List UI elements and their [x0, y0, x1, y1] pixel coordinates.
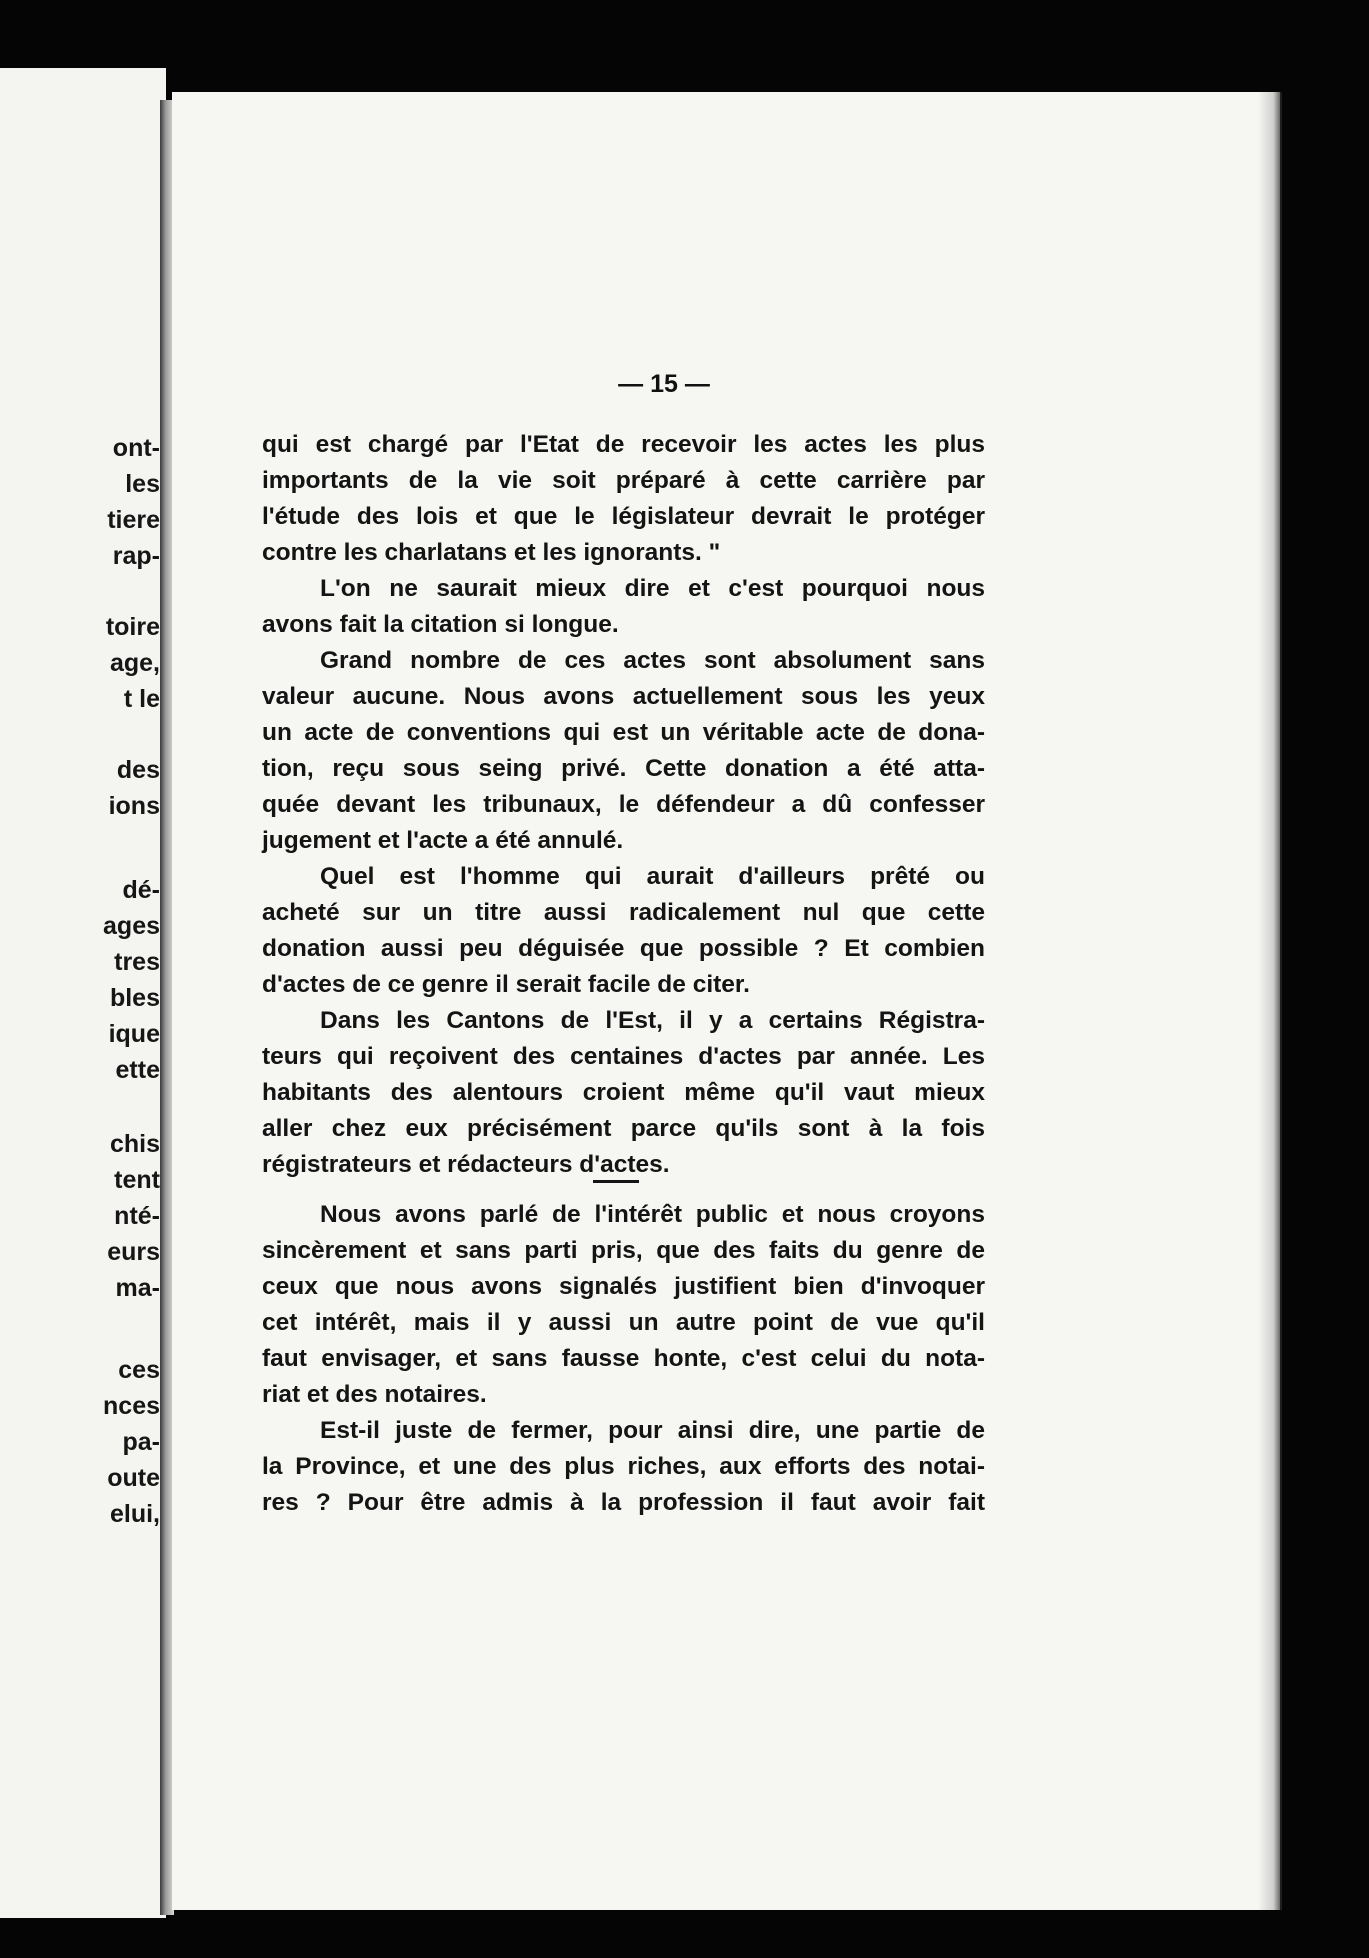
text-line: teurs qui reçoivent des centaines d'actes par année. Les — [262, 1043, 985, 1070]
left-text-fragment: pa- — [122, 1428, 160, 1456]
text-line: d'actes de ce genre il serait facile de citer. — [262, 971, 750, 998]
left-text-fragment: oute — [107, 1464, 160, 1492]
left-text-fragment: ique — [108, 1020, 160, 1048]
text-line: cet intérêt, mais il y aussi un autre point de vue qu'il — [262, 1309, 985, 1336]
text-line: ceux que nous avons signalés justifient bien d'invoquer — [262, 1273, 985, 1300]
left-text-fragment: chis — [109, 1130, 160, 1158]
text-line: faut envisager, et sans fausse honte, c'est celui du nota- — [262, 1345, 985, 1372]
text-line: aller chez eux précisément parce qu'ils sont à la fois — [262, 1115, 985, 1142]
left-text-fragment: tent — [114, 1166, 160, 1194]
left-text-fragment: t le — [123, 685, 160, 713]
paragraph-first-line: Nous avons parlé de l'intérêt public et nous croyons — [320, 1201, 985, 1228]
page-number: — 15 — — [618, 370, 710, 398]
paragraph-first-line: Est-il juste de fermer, pour ainsi dire, une partie de — [320, 1417, 985, 1444]
text-line: la Province, et une des plus riches, aux efforts des notai- — [262, 1453, 985, 1480]
left-text-fragment: elui, — [109, 1500, 160, 1528]
left-text-fragment: ont- — [112, 434, 160, 462]
paragraph-first-line: Dans les Cantons de l'Est, il y a certains Régistra- — [320, 1007, 985, 1034]
paragraph-first-line: Quel est l'homme qui aurait d'ailleurs prêté ou — [320, 863, 985, 890]
section-divider — [593, 1180, 639, 1183]
paragraph-first-line: L'on ne saurait mieux dire et c'est pourquoi nous — [320, 575, 985, 602]
page-body — [262, 427, 985, 1521]
left-text-fragment: ces — [118, 1356, 160, 1384]
document-page — [172, 92, 1282, 1910]
left-page-fragment — [0, 68, 166, 1918]
left-text-fragment: toire — [105, 613, 160, 641]
left-text-fragment: rap- — [112, 542, 160, 570]
left-text-fragment: ions — [108, 792, 160, 820]
text-line: riat et des notaires. — [262, 1381, 487, 1408]
left-text-fragment: tres — [114, 948, 160, 976]
paragraph-first-line: Grand nombre de ces actes sont absolument sans — [320, 647, 985, 674]
left-text-fragment: des — [116, 756, 160, 784]
text-line: acheté sur un titre aussi radicalement nul que cette — [262, 899, 985, 926]
left-text-fragment: bles — [109, 984, 160, 1012]
text-line: contre les charlatans et les ignorants. " — [262, 539, 721, 566]
left-text-fragment: nté- — [114, 1202, 160, 1230]
left-text-fragment: dé- — [122, 876, 160, 904]
text-line: un acte de conventions qui est un véritable acte de dona- — [262, 719, 985, 746]
text-line: habitants des alentours croient même qu'il vaut mieux — [262, 1079, 985, 1106]
left-text-fragment: age, — [109, 649, 160, 677]
left-text-fragment: ma- — [115, 1274, 160, 1302]
text-line: donation aussi peu déguisée que possible ? Et combien — [262, 935, 985, 962]
text-line: régistrateurs et rédacteurs d'actes. — [262, 1151, 670, 1178]
text-line: quée devant les tribunaux, le défendeur a dû confesser — [262, 791, 985, 818]
text-line: qui est chargé par l'Etat de recevoir les actes les plus — [262, 431, 985, 458]
text-line: tion, reçu sous seing privé. Cette donation a été atta- — [262, 755, 985, 782]
text-line: sincèrement et sans parti pris, que des faits du genre de — [262, 1237, 985, 1264]
text-line: avons fait la citation si longue. — [262, 611, 619, 638]
left-text-fragment: nces — [103, 1392, 160, 1420]
left-text-fragment: eurs — [107, 1238, 160, 1266]
text-line: valeur aucune. Nous avons actuellement sous les yeux — [262, 683, 985, 710]
left-text-fragment: les — [125, 470, 160, 498]
text-line: l'étude des lois et que le législateur devrait le protéger — [262, 503, 985, 530]
left-text-fragment: ages — [103, 912, 160, 940]
text-line: jugement et l'acte a été annulé. — [262, 827, 624, 854]
text-line: res ? Pour être admis à la profession il faut avoir fait — [262, 1489, 985, 1516]
text-line: importants de la vie soit préparé à cette carrière par — [262, 467, 985, 494]
left-text-fragment: tiere — [107, 506, 160, 534]
left-text-fragment: ette — [115, 1056, 160, 1084]
